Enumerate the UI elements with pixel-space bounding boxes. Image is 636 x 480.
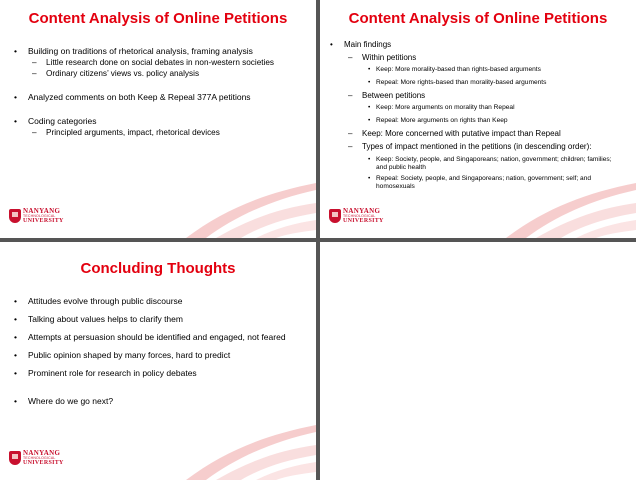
- slide-3: [0, 242, 316, 480]
- bullet: [14, 332, 310, 342]
- sub-sub-bullet: [330, 104, 630, 112]
- logo-line: NANYANG: [23, 206, 61, 215]
- bullet-icon: •: [330, 40, 333, 49]
- sub-bullet-text: Principled arguments, impact, rhetorical devices: [46, 128, 220, 137]
- logo-line: UNIVERSITY: [343, 218, 384, 224]
- sub-bullet: [330, 53, 630, 62]
- slide-title: Content Analysis of Online Petitions: [28, 10, 288, 27]
- bullet-icon: •: [14, 116, 17, 126]
- sub-bullet: [14, 69, 310, 78]
- bullet: [14, 368, 310, 378]
- sub-sub-bullet: [330, 79, 630, 87]
- ntu-logo: [9, 450, 64, 467]
- bullet: [14, 314, 310, 324]
- sub-bullet-text: Keep: More concerned with putative impact than Repeal: [362, 129, 561, 139]
- logo-line: UNIVERSITY: [23, 460, 64, 466]
- decorative-swoosh: [166, 168, 316, 238]
- bullet-icon: •: [14, 332, 17, 342]
- slide-title: Concluding Thoughts: [80, 260, 236, 277]
- sub-sub-bullet: [330, 66, 630, 74]
- crest-icon: [329, 209, 341, 223]
- bullet-text: Where do we go next?: [28, 396, 114, 406]
- logo-line: NANYANG: [343, 206, 381, 215]
- sub-sub-bullet-text: Repeal: More rights-based than morality-based arguments: [376, 78, 547, 86]
- dash-icon: –: [348, 142, 353, 152]
- logo-line: TECHNOLOGICAL: [23, 455, 56, 460]
- decorative-swoosh: [166, 410, 316, 480]
- sub-bullet-text: Types of impact mentioned in the petitions (in descending order):: [362, 142, 592, 152]
- sub-bullet: [330, 142, 630, 151]
- sub-bullet-text: Within petitions: [362, 53, 417, 62]
- bullet: [330, 40, 630, 49]
- crest-icon: [9, 209, 21, 223]
- slide-title: Content Analysis of Online Petitions: [348, 10, 608, 27]
- logo-line: NANYANG: [23, 448, 61, 457]
- slide-1: [0, 0, 316, 238]
- bullet-icon: •: [368, 104, 371, 112]
- bullet-text: Talking about values helps to clarify them: [28, 314, 183, 324]
- bullet-icon: •: [14, 350, 17, 360]
- bullet-icon: •: [14, 396, 17, 406]
- bullet-text: Analyzed comments on both Keep & Repeal 377A petitions: [28, 92, 251, 102]
- sub-bullet-text: Between petitions: [362, 91, 426, 101]
- slide-2: [320, 0, 636, 238]
- bullet-text: Main findings: [344, 40, 392, 49]
- sub-bullet: [14, 128, 310, 137]
- sub-sub-bullet-text: Keep: Society, people, and Singaporeans; nation, government; children; families; and public health: [376, 156, 612, 171]
- slide-4-empty: [320, 242, 636, 480]
- bullet-text: Attempts at persuasion should be identified and engaged, not feared: [28, 332, 286, 342]
- spacer: [14, 102, 310, 116]
- sub-sub-bullet: [330, 117, 630, 125]
- bullet-icon: •: [14, 46, 17, 56]
- bullet: [14, 296, 310, 306]
- sub-bullet: [330, 91, 630, 100]
- sub-sub-bullet-text: Keep: More morality-based than rights-based arguments: [376, 66, 541, 73]
- sub-bullet: [330, 129, 630, 138]
- dash-icon: –: [32, 58, 37, 67]
- bullet-icon: •: [14, 92, 17, 102]
- crest-icon: [9, 451, 21, 465]
- bullet-icon: •: [14, 296, 17, 306]
- bullet-icon: •: [368, 156, 371, 164]
- bullet-icon: •: [368, 175, 371, 183]
- sub-bullet: [14, 58, 310, 67]
- dash-icon: –: [348, 91, 353, 101]
- bullet-text: Building on traditions of rhetorical analysis, framing analysis: [28, 46, 253, 56]
- bullet-text: Public opinion shaped by many forces, hard to predict: [28, 350, 231, 360]
- dash-icon: –: [32, 128, 37, 137]
- bullet: [14, 46, 310, 56]
- logo-line: TECHNOLOGICAL: [23, 213, 56, 218]
- dash-icon: –: [348, 129, 353, 139]
- spacer: [14, 378, 310, 396]
- bullet-icon: •: [14, 368, 17, 378]
- bullet-text: Attitudes evolve through public discourse: [28, 296, 183, 306]
- horizontal-divider: [0, 238, 636, 242]
- sub-sub-bullet-text: Keep: More arguments on morality than Repeal: [376, 104, 515, 112]
- spacer: [14, 78, 310, 92]
- dash-icon: –: [32, 69, 37, 78]
- decorative-swoosh: [486, 168, 636, 238]
- logo-line: UNIVERSITY: [23, 218, 64, 224]
- bullet-text: Prominent role for research in policy debates: [28, 368, 197, 378]
- bullet: [14, 396, 310, 406]
- sub-bullet-text: Little research done on social debates in non-western societies: [46, 58, 275, 67]
- ntu-logo: [9, 208, 64, 225]
- sub-sub-bullet-text: Repeal: Society, people, and Singaporeans; nation, government; self; and homosexuals: [376, 175, 592, 191]
- slide-body: [14, 296, 310, 406]
- bullet: [14, 350, 310, 360]
- sub-sub-bullet-text: Repeal: More arguments on rights than Keep: [376, 116, 508, 124]
- bullet-text: Coding categories: [28, 116, 97, 126]
- dash-icon: –: [348, 53, 353, 62]
- logo-line: TECHNOLOGICAL: [343, 213, 376, 218]
- bullet: [14, 116, 310, 126]
- bullet-icon: •: [14, 314, 17, 324]
- ntu-logo: [329, 208, 384, 225]
- bullet: [14, 92, 310, 102]
- bullet-icon: •: [368, 78, 371, 86]
- bullet-icon: •: [368, 116, 371, 124]
- slide-body: [14, 46, 310, 137]
- sub-bullet-text: Ordinary citizens’ views vs. policy analysis: [46, 69, 200, 78]
- bullet-icon: •: [368, 66, 371, 73]
